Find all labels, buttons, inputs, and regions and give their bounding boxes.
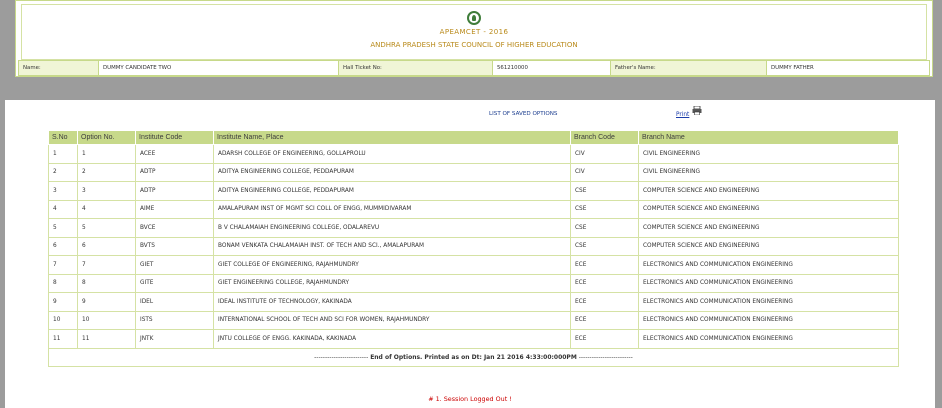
options-table-body <box>49 145 899 349</box>
branch-code-cell: CSE <box>571 182 639 201</box>
printer-icon[interactable] <box>692 106 702 115</box>
option-no-cell: 8 <box>78 274 136 293</box>
table-row <box>49 182 899 201</box>
institute-name-cell: ADITYA ENGINEERING COLLEGE, PEDDAPURAM <box>214 182 571 201</box>
table-row <box>49 237 899 256</box>
institute-name-cell: GIET ENGINEERING COLLEGE, RAJAHMUNDRY <box>214 274 571 293</box>
hallticket-value: 561210000 <box>493 61 611 75</box>
name-value: DUMMY CANDIDATE TWO <box>99 61 339 75</box>
option-no-cell: 5 <box>78 219 136 238</box>
column-header-sno: S.No <box>49 131 78 145</box>
table-row <box>49 219 899 238</box>
option-no-cell: 2 <box>78 163 136 182</box>
sno-cell: 6 <box>49 237 78 256</box>
branch-code-cell: ECE <box>571 256 639 275</box>
institute-name-cell: ADARSH COLLEGE OF ENGINEERING, GOLLAPROLU <box>214 145 571 164</box>
table-row <box>49 256 899 275</box>
end-of-options-cell <box>49 348 899 366</box>
institute-code-cell: ADTP <box>136 182 214 201</box>
branch-code-cell: CSE <box>571 237 639 256</box>
print-link[interactable]: Print <box>676 112 690 118</box>
institute-name-cell: B V CHALAMAIAH ENGINEERING COLLEGE, ODALAREVU <box>214 219 571 238</box>
column-header-branch-name: Branch Name <box>639 131 899 145</box>
sno-cell: 2 <box>49 163 78 182</box>
branch-name-cell: ELECTRONICS AND COMMUNICATION ENGINEERING <box>639 330 899 349</box>
branch-name-cell: ELECTRONICS AND COMMUNICATION ENGINEERING <box>639 311 899 330</box>
option-no-cell: 10 <box>78 311 136 330</box>
branch-name-cell: COMPUTER SCIENCE AND ENGINEERING <box>639 200 899 219</box>
header-banner <box>21 4 927 60</box>
institute-code-cell: ACEE <box>136 145 214 164</box>
father-label: Father's Name: <box>611 61 767 75</box>
table-row <box>49 200 899 219</box>
session-logged-out-message: # 1. Session Logged Out ! <box>428 395 512 403</box>
header-panel <box>15 0 933 77</box>
institute-code-cell: ISTS <box>136 311 214 330</box>
branch-code-cell: ECE <box>571 311 639 330</box>
branch-code-cell: CIV <box>571 163 639 182</box>
option-no-cell: 11 <box>78 330 136 349</box>
branch-name-cell: COMPUTER SCIENCE AND ENGINEERING <box>639 237 899 256</box>
option-no-cell: 3 <box>78 182 136 201</box>
options-title: LIST OF SAVED OPTIONS <box>489 111 558 117</box>
branch-code-cell: ECE <box>571 330 639 349</box>
sno-cell: 3 <box>49 182 78 201</box>
branch-name-cell: CIVIL ENGINEERING <box>639 163 899 182</box>
institute-code-cell: AIME <box>136 200 214 219</box>
institute-name-cell: AMALAPURAM INST OF MGMT SCI COLL OF ENGG, MUMMIDIVARAM <box>214 200 571 219</box>
institute-name-cell: ADITYA ENGINEERING COLLEGE, PEDDAPURAM <box>214 163 571 182</box>
name-label: Name: <box>19 61 99 75</box>
institute-code-cell: ADTP <box>136 163 214 182</box>
table-row <box>49 274 899 293</box>
institute-code-cell: GITE <box>136 274 214 293</box>
institute-code-cell: BVCE <box>136 219 214 238</box>
saved-options-table <box>48 130 899 367</box>
institute-name-cell: JNTU COLLEGE OF ENGG. KAKINADA, KAKINADA <box>214 330 571 349</box>
sno-cell: 1 <box>49 145 78 164</box>
branch-code-cell: ECE <box>571 274 639 293</box>
option-no-cell: 6 <box>78 237 136 256</box>
branch-code-cell: CSE <box>571 200 639 219</box>
institute-code-cell: IDEL <box>136 293 214 312</box>
father-value: DUMMY FATHER <box>767 61 929 75</box>
branch-name-cell: COMPUTER SCIENCE AND ENGINEERING <box>639 219 899 238</box>
table-row <box>49 145 899 164</box>
option-no-cell: 4 <box>78 200 136 219</box>
branch-name-cell: ELECTRONICS AND COMMUNICATION ENGINEERING <box>639 293 899 312</box>
sno-cell: 7 <box>49 256 78 275</box>
end-of-options-text: End of Options. Printed as on Dt: Jan 21 2016 4:33:00:000PM <box>370 353 577 361</box>
option-no-cell: 7 <box>78 256 136 275</box>
end-of-options-row <box>49 348 899 366</box>
branch-code-cell: CSE <box>571 219 639 238</box>
apsche-emblem-icon <box>467 11 481 25</box>
institute-name-cell: INTERNATIONAL SCHOOL OF TECH AND SCI FOR WOMEN, RAJAHMUNDRY <box>214 311 571 330</box>
column-header-option-no: Option No. <box>78 131 136 145</box>
institute-code-cell: GIET <box>136 256 214 275</box>
options-panel <box>5 100 935 408</box>
branch-name-cell: COMPUTER SCIENCE AND ENGINEERING <box>639 182 899 201</box>
sno-cell: 5 <box>49 219 78 238</box>
option-no-cell: 9 <box>78 293 136 312</box>
sno-cell: 9 <box>49 293 78 312</box>
branch-name-cell: ELECTRONICS AND COMMUNICATION ENGINEERING <box>639 256 899 275</box>
branch-code-cell: CIV <box>571 145 639 164</box>
branch-name-cell: ELECTRONICS AND COMMUNICATION ENGINEERING <box>639 274 899 293</box>
sno-cell: 4 <box>49 200 78 219</box>
table-row <box>49 330 899 349</box>
branch-code-cell: ECE <box>571 293 639 312</box>
exam-title: APEAMCET - 2016 <box>439 28 509 36</box>
institute-name-cell: BONAM VENKATA CHALAMAIAH INST. OF TECH AND SCI., AMALAPURAM <box>214 237 571 256</box>
end-dashes-left: ------------------------- <box>314 353 369 361</box>
table-row <box>49 311 899 330</box>
hallticket-label: Hall Ticket No: <box>339 61 493 75</box>
institute-name-cell: IDEAL INSTITUTE OF TECHNOLOGY, KAKINADA <box>214 293 571 312</box>
council-title: ANDHRA PRADESH STATE COUNCIL OF HIGHER EDUCATION <box>370 41 578 49</box>
table-header-row <box>49 131 899 145</box>
institute-code-cell: JNTK <box>136 330 214 349</box>
sno-cell: 10 <box>49 311 78 330</box>
table-row <box>49 163 899 182</box>
column-header-institute-code: Institute Code <box>136 131 214 145</box>
branch-name-cell: CIVIL ENGINEERING <box>639 145 899 164</box>
column-header-institute-name: Institute Name, Place <box>214 131 571 145</box>
sno-cell: 11 <box>49 330 78 349</box>
column-header-branch-code: Branch Code <box>571 131 639 145</box>
institute-name-cell: GIET COLLEGE OF ENGINEERING, RAJAHMUNDRY <box>214 256 571 275</box>
table-row <box>49 293 899 312</box>
candidate-info-row <box>18 60 930 76</box>
end-dashes-right: ------------------------- <box>578 353 633 361</box>
sno-cell: 8 <box>49 274 78 293</box>
institute-code-cell: BVTS <box>136 237 214 256</box>
option-no-cell: 1 <box>78 145 136 164</box>
